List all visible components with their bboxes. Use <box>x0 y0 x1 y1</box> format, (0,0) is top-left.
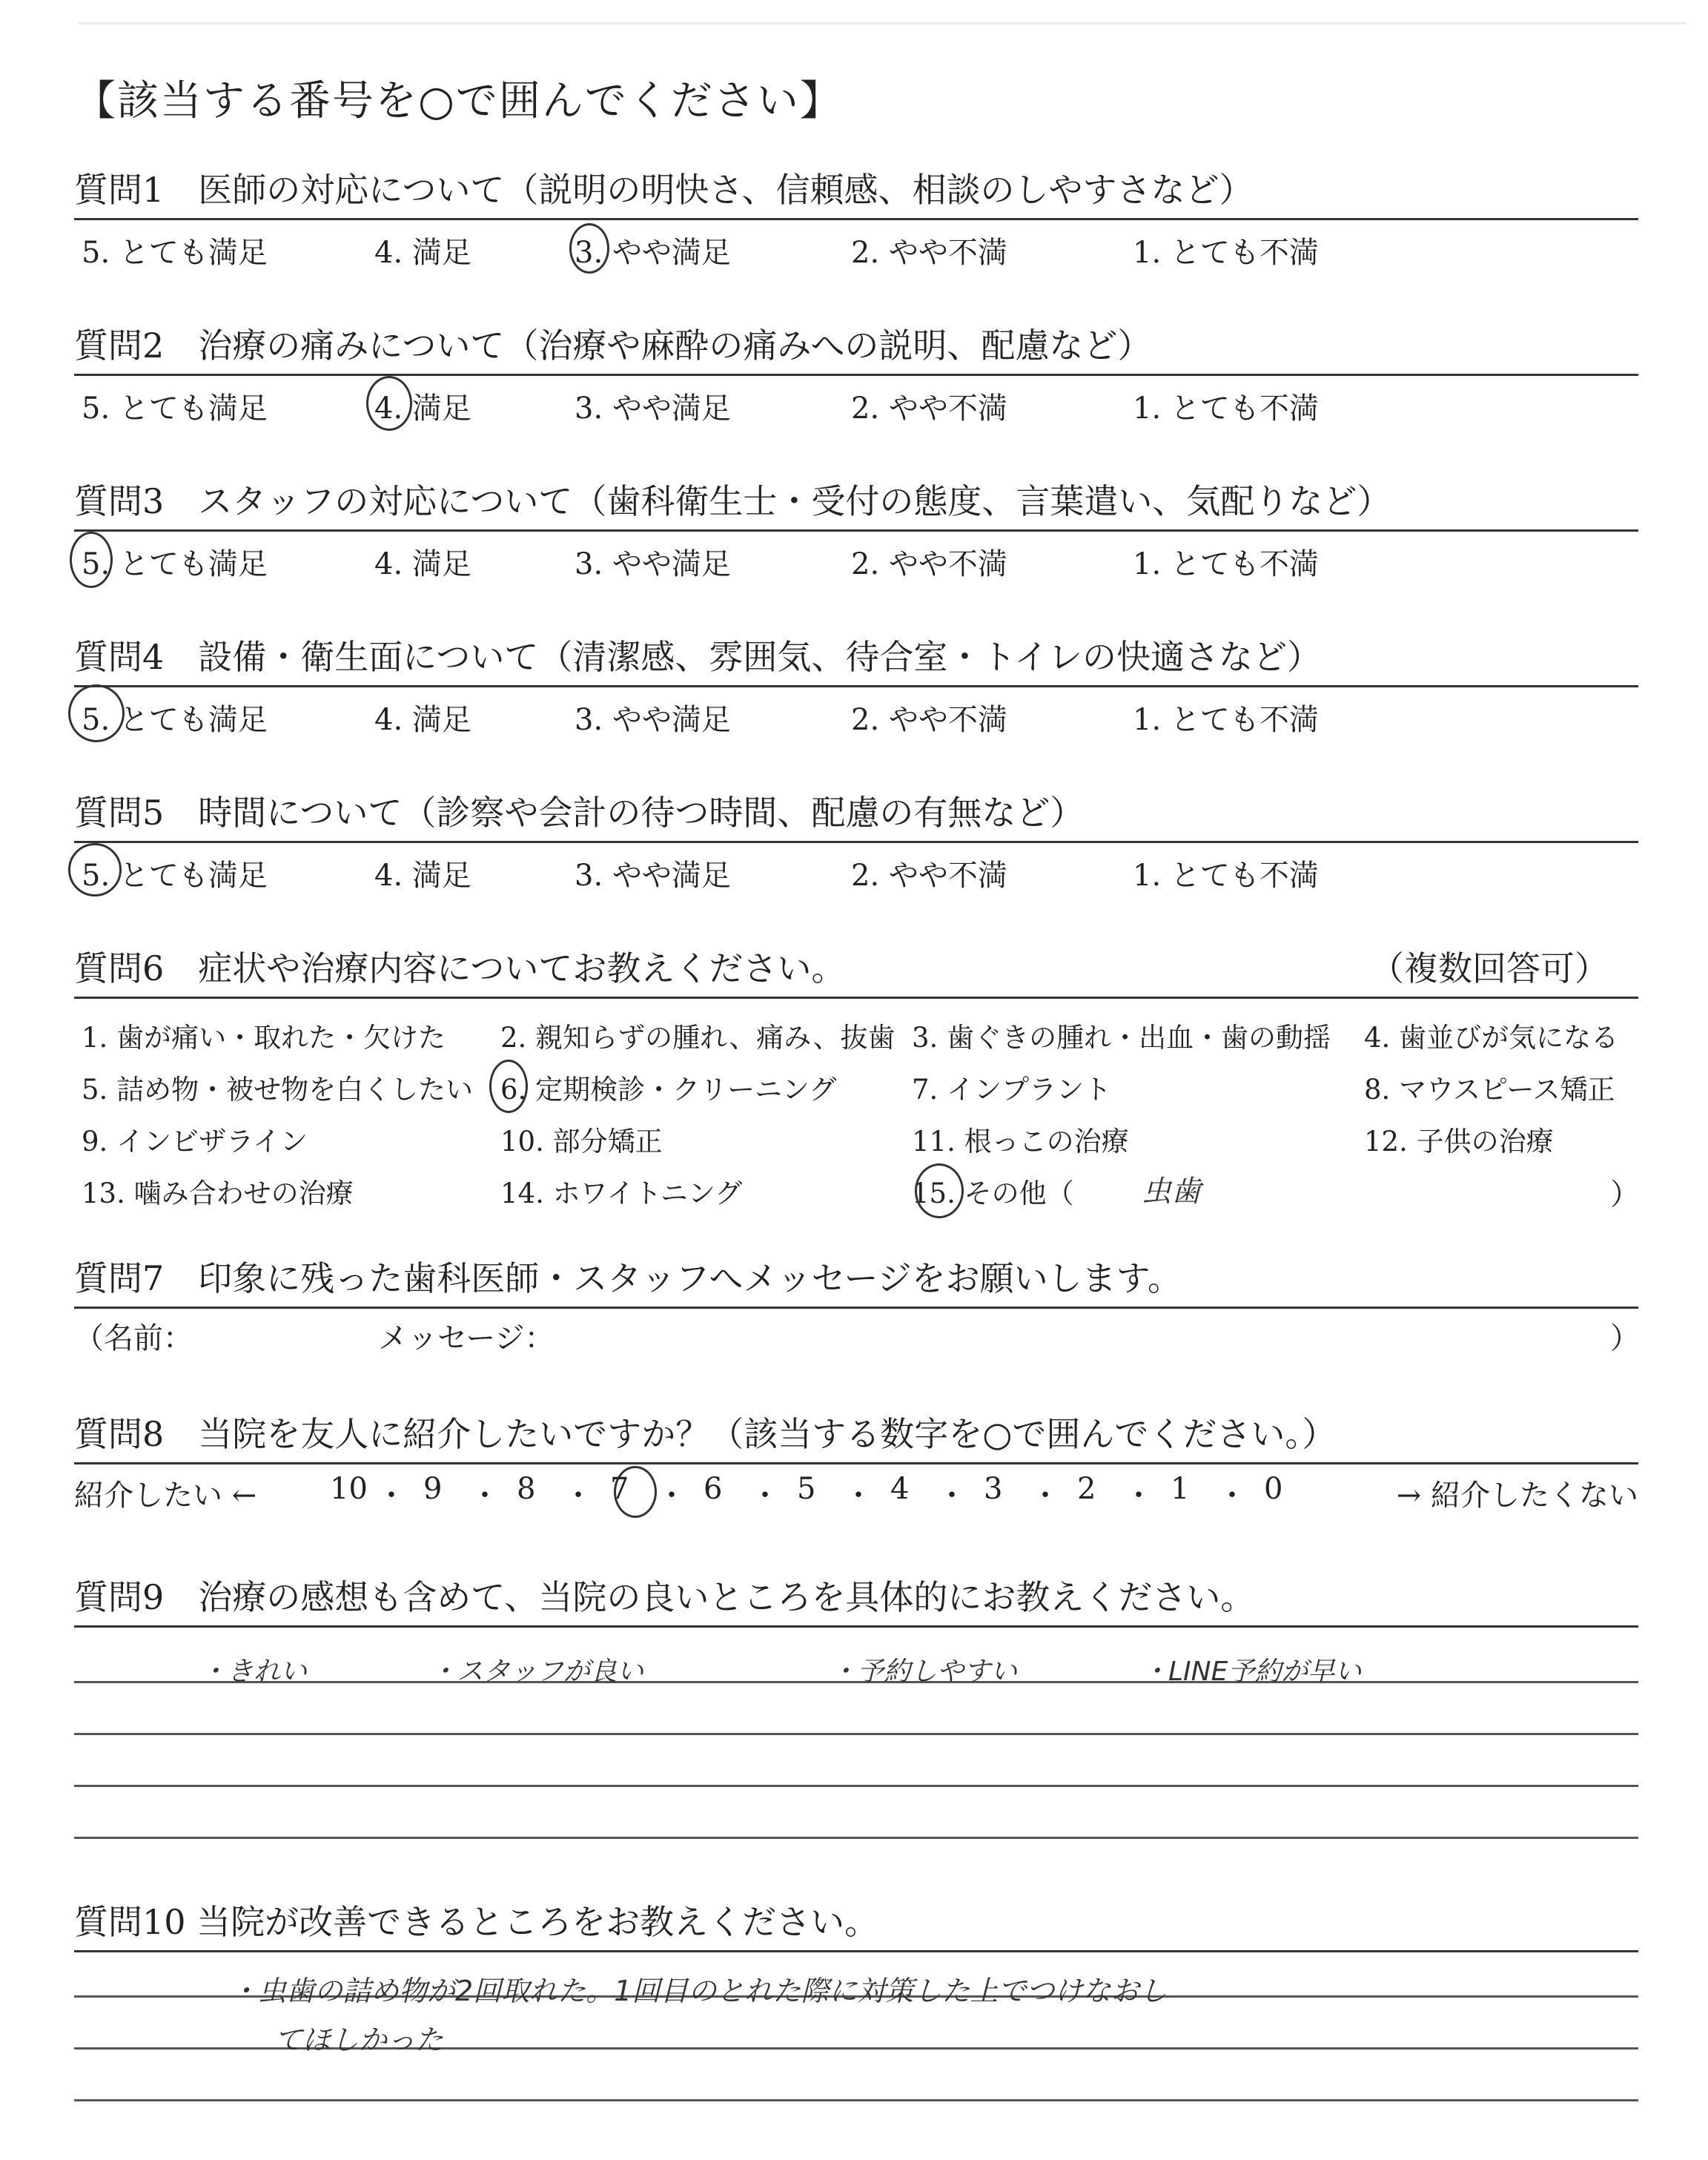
question-heading: 質問3 スタッフの対応について（歯科衛生士・受付の態度、言葉遣い、気配りなど） <box>74 481 1391 521</box>
option-2[interactable]: 2. やや不満 <box>851 392 1007 426</box>
question-heading: 質問5 時間について（診察や会計の待つ時間、配慮の有無など） <box>74 793 1085 833</box>
option-4[interactable]: 4. 満足 <box>374 859 471 893</box>
symptom-option-13[interactable]: 13. 噛み合わせの治療 <box>82 1178 354 1209</box>
scale-separator: ・ <box>563 1479 593 1513</box>
symptom-option-10[interactable]: 10. 部分矯正 <box>500 1126 663 1157</box>
selection-circle <box>70 532 113 588</box>
answer-item: ・スタッフが良い <box>430 1657 644 1687</box>
scale-value-8[interactable]: 8 <box>517 1472 536 1506</box>
selection-circle <box>915 1163 964 1218</box>
option-3[interactable]: 3. やや満足 <box>575 703 731 737</box>
selection-circle <box>366 376 412 431</box>
scale-value-3[interactable]: 3 <box>984 1472 1003 1506</box>
scale-separator: ・ <box>844 1479 873 1513</box>
rating-options <box>74 220 1638 272</box>
question-heading: 質問9 治療の感想も含めて、当院の良いところを具体的にお教えください。 <box>74 1577 1255 1617</box>
divider <box>74 1950 1638 1952</box>
answer-line-2: てほしかった <box>274 2024 444 2056</box>
question-3 <box>74 476 1638 584</box>
top-edge-line <box>78 22 1687 24</box>
symptom-option-14[interactable]: 14. ホワイトニング <box>500 1178 743 1209</box>
symptom-option-1[interactable]: 1. 歯が痛い・取れた・欠けた <box>82 1022 446 1054</box>
ruled-line <box>74 2099 1638 2101</box>
symptom-option-8[interactable]: 8. マウスピース矯正 <box>1364 1074 1615 1106</box>
scale-value-9[interactable]: 9 <box>423 1472 443 1506</box>
question-9 <box>74 1572 1638 1839</box>
answer-item: ・予約しやすい <box>830 1657 1018 1687</box>
selection-circle <box>569 223 609 274</box>
multiple-answer-note: （複数回答可） <box>1370 948 1609 988</box>
scale-separator: ・ <box>470 1479 500 1513</box>
scale-separator: ・ <box>657 1479 686 1513</box>
symptom-options <box>74 999 1638 1214</box>
selection-circle <box>68 843 122 896</box>
option-2[interactable]: 2. やや不満 <box>851 547 1007 581</box>
question-8 <box>74 1409 1638 1516</box>
symptom-option-7[interactable]: 7. インプラント <box>912 1074 1112 1106</box>
symptom-option-3[interactable]: 3. 歯ぐきの腫れ・出血・歯の動揺 <box>912 1022 1331 1054</box>
answer-item: ・きれい <box>200 1657 308 1687</box>
option-2[interactable]: 2. やや不満 <box>851 236 1007 270</box>
scale-value-6[interactable]: 6 <box>704 1472 723 1506</box>
selection-circle <box>68 684 125 742</box>
scale-value-5[interactable]: 5 <box>797 1472 816 1506</box>
answer-item: ・LINE予約が早い <box>1142 1657 1362 1687</box>
option-4[interactable]: 4. 満足 <box>374 236 471 270</box>
other-close-paren: ） <box>1610 1178 1640 1212</box>
option-5[interactable]: 5. とても満足 <box>82 547 268 581</box>
symptom-option-2[interactable]: 2. 親知らずの腫れ、痛み、抜歯 <box>500 1022 896 1054</box>
option-2[interactable]: 2. やや不満 <box>851 703 1007 737</box>
rating-options <box>74 843 1638 895</box>
symptom-option-15[interactable]: 15. その他（ <box>912 1178 1074 1209</box>
answer-lines <box>74 1681 1638 1839</box>
rating-options <box>74 532 1638 584</box>
rating-options <box>74 376 1638 428</box>
symptom-option-5[interactable]: 5. 詰め物・被せ物を白くしたい <box>82 1074 474 1106</box>
symptom-option-6[interactable]: 6. 定期検診・クリーニング <box>500 1074 837 1106</box>
question-heading <box>74 943 1638 994</box>
ruled-line <box>74 1733 1638 1735</box>
scale-separator: ・ <box>937 1479 967 1513</box>
option-3[interactable]: 3. やや満足 <box>575 392 731 426</box>
symptom-option-9[interactable]: 9. インビザライン <box>82 1126 308 1157</box>
option-3[interactable]: 3. やや満足 <box>575 236 731 270</box>
question-heading-text: 質問6 症状や治療内容についてお教えください。 <box>74 948 846 988</box>
message-close-paren: ） <box>1610 1321 1640 1355</box>
option-5[interactable]: 5. とても満足 <box>82 703 268 737</box>
option-3[interactable]: 3. やや満足 <box>575 859 731 893</box>
other-handwritten-answer: 虫歯 <box>1142 1175 1201 1209</box>
answer-line-1: ・虫歯の詰め物が2回取れた。1回目のとれた際に対策した上でつけなおし <box>230 1975 1168 2007</box>
question-5 <box>74 787 1638 895</box>
question-heading: 質問10 当院が改善できるところをお教えください。 <box>74 1902 879 1942</box>
question-heading: 質問8 当院を友人に紹介したいですか？（該当する数字を○で囲んでください。） <box>74 1414 1337 1454</box>
scale-separator: ・ <box>1217 1479 1247 1513</box>
option-1[interactable]: 1. とても不満 <box>1133 547 1319 581</box>
option-1[interactable]: 1. とても不満 <box>1133 859 1319 893</box>
scale-separator: ・ <box>1030 1479 1060 1513</box>
scale-value-0[interactable]: 0 <box>1264 1472 1283 1506</box>
question-1 <box>74 165 1638 272</box>
scale-separator: ・ <box>1124 1479 1153 1513</box>
question-10 <box>74 1897 1638 2101</box>
page-title: 【該当する番号を○で囲んでください】 <box>74 77 843 125</box>
option-3[interactable]: 3. やや満足 <box>575 547 731 581</box>
option-4[interactable]: 4. 満足 <box>374 547 471 581</box>
option-1[interactable]: 1. とても不満 <box>1133 703 1319 737</box>
question-2 <box>74 320 1638 428</box>
message-line <box>74 1309 1638 1353</box>
scale-value-4[interactable]: 4 <box>890 1472 910 1506</box>
question-6 <box>74 943 1638 1214</box>
question-heading: 質問4 設備・衛生面について（清潔感、雰囲気、待合室・トイレの快適さなど） <box>74 637 1322 677</box>
question-4 <box>74 632 1638 739</box>
option-5[interactable]: 5. とても満足 <box>82 236 268 270</box>
option-4[interactable]: 4. 満足 <box>374 392 471 426</box>
scale-value-2[interactable]: 2 <box>1077 1472 1096 1506</box>
question-7 <box>74 1253 1638 1353</box>
scale-separator: ・ <box>750 1479 780 1513</box>
option-2[interactable]: 2. やや不満 <box>851 859 1007 893</box>
name-label: （名前： <box>74 1321 193 1355</box>
symptom-option-4[interactable]: 4. 歯並びが気になる <box>1364 1022 1619 1054</box>
symptom-option-11[interactable]: 11. 根っこの治療 <box>912 1126 1129 1157</box>
question-heading: 質問7 印象に残った歯科医師・スタッフへメッセージをお願いします。 <box>74 1258 1182 1298</box>
scale-left-label: 紹介したい ← <box>74 1479 257 1513</box>
rating-options <box>74 687 1638 739</box>
message-label: メッセージ： <box>378 1321 555 1355</box>
option-1[interactable]: 1. とても不満 <box>1133 392 1319 426</box>
option-5[interactable]: 5. とても満足 <box>82 392 268 426</box>
option-4[interactable]: 4. 満足 <box>374 703 471 737</box>
scale-separator: ・ <box>377 1479 406 1513</box>
scale-value-1[interactable]: 1 <box>1171 1472 1190 1506</box>
selection-circle <box>489 1060 528 1113</box>
option-5[interactable]: 5. とても満足 <box>82 859 268 893</box>
scale-value-10[interactable]: 10 <box>330 1472 368 1506</box>
recommend-scale <box>74 1464 1638 1516</box>
scale-right-label: → 紹介したくない <box>1396 1479 1638 1513</box>
divider <box>74 1625 1638 1628</box>
option-1[interactable]: 1. とても不満 <box>1133 236 1319 270</box>
ruled-line <box>74 1785 1638 1787</box>
symptom-option-12[interactable]: 12. 子供の治療 <box>1364 1126 1554 1157</box>
question-heading: 質問1 医師の対応について（説明の明快さ、信頼感、相談のしやすさなど） <box>74 170 1254 210</box>
scale-value-7[interactable]: 7 <box>610 1472 629 1506</box>
ruled-line <box>74 1837 1638 1839</box>
question-heading: 質問2 治療の痛みについて（治療や麻酔の痛みへの説明、配慮など） <box>74 326 1152 366</box>
